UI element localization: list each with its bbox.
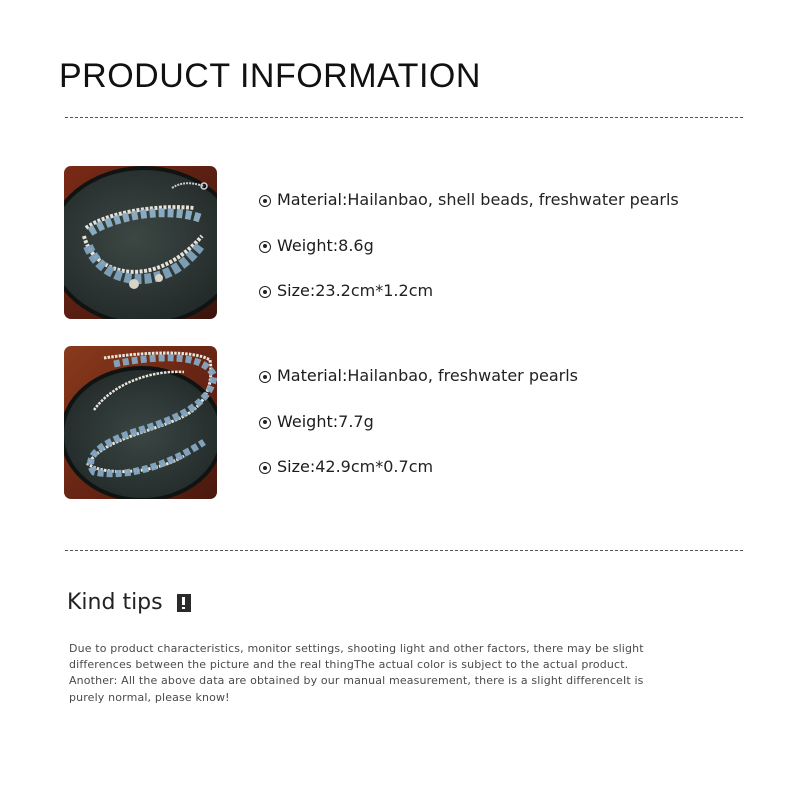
kind-tips-heading — [67, 590, 191, 615]
spec-value: 23.2cm*1.2cm — [315, 281, 434, 300]
spec-weight — [259, 412, 578, 458]
spec-value: 8.6g — [338, 235, 374, 255]
tips-line: differences between the picture and the real thingThe actual color is subject to the actual product. — [69, 658, 629, 672]
divider-bottom — [65, 550, 743, 551]
spec-value: 42.9cm*0.7cm — [315, 457, 434, 476]
bullet-icon — [259, 417, 271, 429]
spec-label: Weight: — [277, 235, 339, 255]
product-image-necklace — [64, 346, 217, 499]
tips-line: Another: All the above data are obtained by our manual measurement, there is a slight differenceIt is — [69, 674, 644, 688]
spec-value: Hailanbao, shell beads, freshwater pearls — [347, 190, 679, 209]
product-specs-2 — [259, 366, 578, 503]
page-title: PRODUCT INFORMATION — [59, 57, 481, 95]
spec-label: Size: — [277, 457, 316, 476]
divider-top — [65, 117, 743, 118]
bullet-icon — [259, 241, 271, 253]
product-image-bracelet — [64, 166, 217, 319]
warning-icon — [177, 594, 191, 612]
tips-line: Due to product characteristics, monitor settings, shooting light and other factors, there may be slight — [69, 642, 644, 655]
spec-material — [259, 366, 578, 412]
spec-size — [259, 281, 679, 327]
bullet-icon — [259, 371, 271, 383]
kind-tips-text — [69, 641, 649, 706]
bullet-icon — [259, 462, 271, 474]
spec-label: Material: — [277, 366, 348, 385]
product-specs-1 — [259, 190, 679, 327]
kind-tips-title: Kind tips — [67, 590, 163, 615]
bullet-icon — [259, 286, 271, 298]
spec-label: Material: — [277, 190, 348, 209]
spec-weight — [259, 236, 679, 282]
spec-label: Size: — [277, 281, 316, 300]
spec-value: 7.7g — [338, 411, 374, 431]
spec-material — [259, 190, 679, 236]
tips-line: purely normal, please know! — [69, 690, 230, 704]
spec-value: Hailanbao, freshwater pearls — [347, 366, 578, 385]
bullet-icon — [259, 195, 271, 207]
spec-size — [259, 457, 578, 503]
spec-label: Weight: — [277, 411, 339, 431]
